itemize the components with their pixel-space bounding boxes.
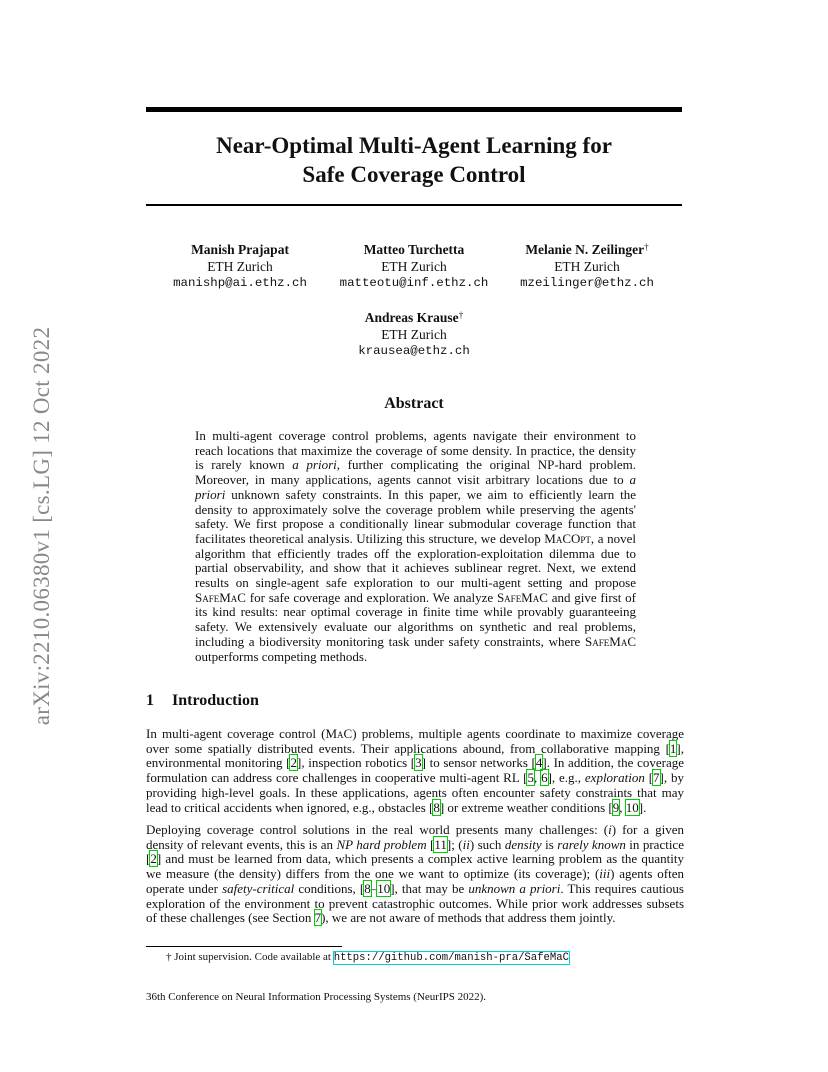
section-heading: 1 Introduction — [146, 692, 259, 709]
intro-paragraph-1: In multi-agent coverage control (MaC) problems, multiple agents coordinate to maximize coverage over some spatially distributed events. Their applications abound, from collaborative mapping [1], environmental monitoring [2], inspection robotics [3] to sensor networks [4]. In addition, the coverage formulation can address core challenges in cooperative multi-agent RL [5, 6], e.g., exploration [7], by providing high-level goals. In these applications, agents often encounter safety constraints that may lead to critical accidents when ignored, e.g., obstacles [8] or extreme weather conditions [9, 10]. — [146, 726, 684, 815]
author-email[interactable]: krausea@ethz.ch — [358, 344, 470, 358]
venue-line: 36th Conference on Neural Information Processing Systems (NeurIPS 2022). — [146, 991, 487, 1003]
code-url-link[interactable]: https://github.com/manish-pra/SafeMaC — [333, 952, 569, 964]
title-line-2: Safe Coverage Control — [302, 162, 526, 187]
citation-link[interactable]: 11 — [434, 836, 447, 852]
citation-link[interactable]: 1 — [669, 740, 677, 756]
title-top-rule — [146, 107, 682, 112]
author-block — [487, 242, 687, 292]
author-affiliation: ETH Zurich — [207, 258, 273, 274]
intro-paragraph-2: Deploying coverage control solutions in the real world presents many challenges: (i) for a given density of relevant events, this is an NP hard problem [11]; (ii) such density is rarely known in practice [2] and must be learned from data, which presents a complex active learning problem as the quantity we measure (the density) differs from the one we want to optimize (its coverage); (iii) agents often operate under safety-critical conditions, [8–10], that may be unknown a priori. This requires cautious exploration of the environment to prevent catastrophic outcomes. While prior work addresses subsets of these challenges (see Section 7), we are not aware of methods that address them jointly. — [146, 822, 685, 926]
abstract-body: In multi-agent coverage control problems, agents navigate their environment to reach locations that maximize the coverage of some density. In practice, the density is rarely known a priori, further complicating the original NP-hard problem. Moreover, in many applications, agents cannot visit arbitrary locations due to a priori unknown safety constraints. In this paper, we aim to efficiently learn the density to approximately solve the coverage problem while preserving the agents' safety. We first propose a conditionally linear submodular coverage function that facilitates theoretical analysis. Utilizing this structure, we develop MaCOpt, a novel algorithm that efficiently trades off the exploration-exploitation dilemma due to partial observability, and show that it achieves sublinear regret. Next, we extend results on single-agent safe exploration to our multi-agent setting and propose SafeMaC for safe coverage and exploration. We analyze SafeMaC and give first of its kind results: near optimal coverage in finite time while provably guaranteeing safety. We extensively evaluate our algorithms on synthetic and real problems, including a biodiversity monitoring task under safety constraints, where SafeMaC outperforms competing methods. — [195, 428, 637, 664]
citation-link[interactable]: 2 — [290, 755, 297, 771]
author-name: Manish Prajapat — [191, 242, 289, 257]
citation-link[interactable]: 7 — [653, 770, 660, 786]
section-link[interactable]: 7 — [314, 910, 322, 926]
author-name: Melanie N. Zeilinger† — [525, 242, 649, 257]
footnote-rule — [146, 946, 342, 947]
author-affiliation: ETH Zurich — [554, 258, 620, 274]
author-block — [140, 242, 340, 292]
author-email[interactable]: matteotu@inf.ethz.ch — [339, 276, 489, 290]
author-email[interactable]: manishp@ai.ethz.ch — [173, 276, 307, 290]
author-affiliation: ETH Zurich — [381, 326, 447, 342]
author-affiliation: ETH Zurich — [381, 258, 447, 274]
citation-link[interactable]: 4 — [535, 755, 543, 771]
title-bottom-rule — [146, 204, 682, 206]
citation-link[interactable]: 2 — [150, 851, 157, 867]
title-line-1: Near-Optimal Multi-Agent Learning for — [216, 133, 612, 158]
citation-link[interactable]: 10 — [377, 880, 391, 896]
citation-link[interactable]: 8 — [433, 799, 440, 815]
arxiv-identifier: arXiv:2210.06380v1 [cs.LG] 12 Oct 2022 — [29, 326, 54, 726]
citation-link[interactable]: 8 — [364, 880, 371, 896]
footnote: † Joint supervision. Code available at https://github.com/manish-pra/SafeMaC — [166, 951, 569, 964]
citation-link[interactable]: 9 — [612, 799, 620, 815]
author-block — [314, 242, 514, 292]
citation-link[interactable]: 6 — [541, 770, 548, 786]
author-name: Matteo Turchetta — [363, 242, 465, 257]
abstract-heading: Abstract — [384, 395, 444, 412]
paper-title — [146, 131, 682, 189]
citation-link[interactable]: 3 — [415, 755, 422, 771]
author-block — [314, 310, 514, 360]
author-email[interactable]: mzeilinger@ethz.ch — [520, 276, 654, 290]
citation-link[interactable]: 5 — [527, 770, 534, 786]
citation-link[interactable]: 10 — [625, 799, 639, 815]
author-name: Andreas Krause† — [364, 310, 464, 325]
